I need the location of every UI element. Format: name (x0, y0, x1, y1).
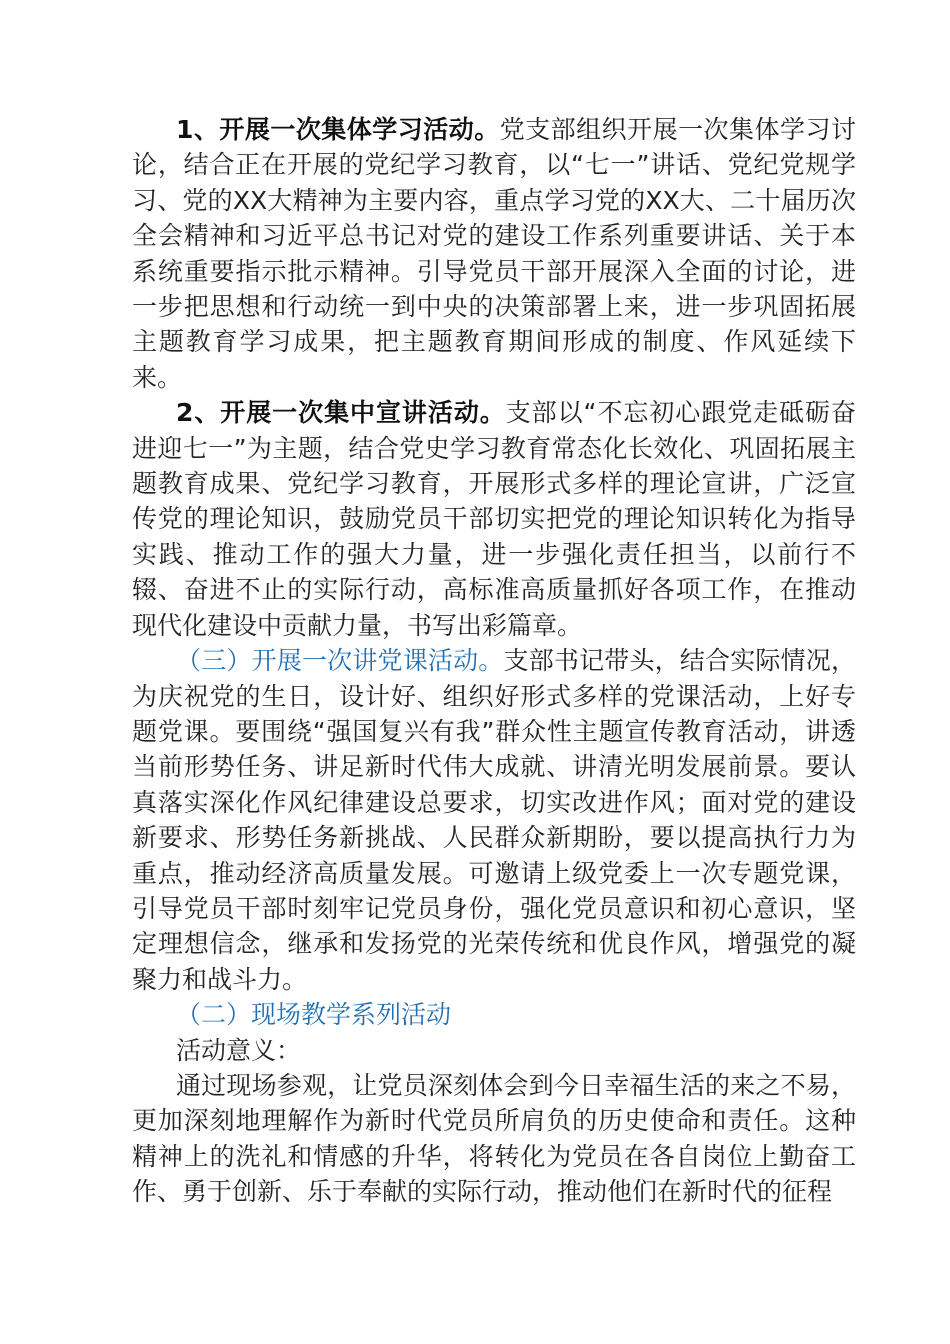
paragraph-activity-significance-label (132, 1033, 856, 1068)
paragraph-collective-study (132, 112, 856, 395)
paragraph-activity-significance (132, 1068, 856, 1210)
paragraph-party-lecture (132, 643, 856, 997)
paragraph-text: 党支部组织开展一次集体学习讨论，结合正在开展的党纪学习教育，以“七一”讲话、党纪党规学习、党的XX大精神为主要内容，重点学习党的XX大、二十届历次全会精神和习近平总书记对党的建设工作系列重要讲话、关于本系统重要指示批示精神。引导党员干部开展深入全面的讨论，进一步把思想和行动统一到中央的决策部署上来，进一步巩固拓展主题教育学习成果，把主题教育期间形成的制度、作风延续下来。 (132, 115, 856, 392)
paragraph-text: 活动意义： (176, 1035, 302, 1065)
document-body (132, 112, 856, 1210)
paragraph-lead: 2、开展一次集中宣讲活动。 (176, 398, 506, 428)
paragraph-text: 支部以“不忘初心跟党走砥砺奋进迎七一”为主题，结合党史学习教育常态化长效化、巩固拓展主题教育成果、党纪学习教育，开展形式多样的理论宣讲，广泛宣传党的理论知识，鼓励党员干部切实把党的理论知识转化为指导实践、推动工作的强大力量，进一步强化责任担当，以前行不辍、奋进不止的实际行动，高标准高质量抓好各项工作，在推动现代化建设中贡献力量，书写出彩篇章。 (132, 398, 856, 640)
paragraph-lead: 1、开展一次集体学习活动。 (176, 115, 500, 144)
paragraph-text: 通过现场参观，让党员深刻体会到今日幸福生活的来之不易，更加深刻地理解作为新时代党员所肩负的历史使命和责任。这种精神上的洗礼和情感的升华，将转化为党员在各自岗位上勤奋工作、勇于创新、乐于奉献的实际行动，推动他们在新时代的征程 (132, 1070, 856, 1207)
section-heading: （二）现场教学系列活动 (176, 1000, 452, 1030)
paragraph-text: 支部书记带头，结合实际情况，为庆祝党的生日，设计好、组织好形式多样的党课活动，上好专题党课。要围绕“强国复兴有我”群众性主题宣传教育活动，讲透当前形势任务、讲足新时代伟大成就、讲清光明发展前景。要认真落实深化作风纪律建设总要求，切实改进作风；面对党的建设新要求、形势任务新挑战、人民群众新期盼，要以提高执行力为重点，推动经济高质量发展。可邀请上级党委上一次专题党课，引导党员干部时刻牢记党员身份，强化党员意识和初心意识，坚定理想信念，继承和发扬党的光荣传统和优良作风，增强党的凝聚力和战斗力。 (132, 646, 856, 994)
paragraph-centralized-lecture (132, 395, 856, 643)
section-heading-onsite-teaching (132, 997, 856, 1032)
section-heading: （三）开展一次讲党课活动。 (176, 646, 504, 676)
